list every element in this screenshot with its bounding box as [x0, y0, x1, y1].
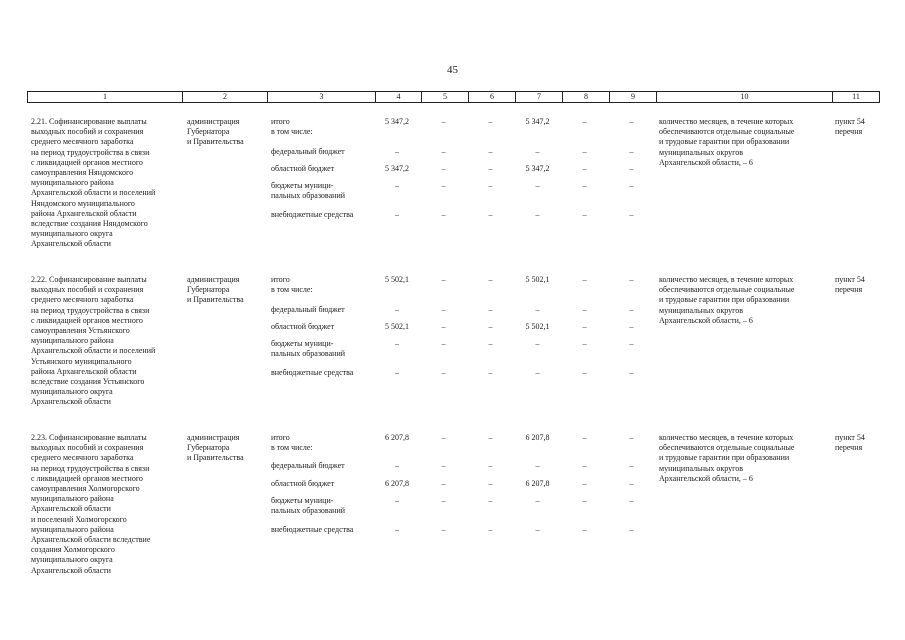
value-cell: 6 207,8	[385, 479, 409, 488]
executor-cell: администрация Губернатора и Правительства	[187, 275, 244, 305]
column-header-3: 3	[267, 92, 375, 102]
funding-label-federal: федеральный бюджет	[271, 305, 345, 314]
value-cell: –	[395, 181, 399, 190]
funding-label-regional: областной бюджет	[271, 479, 335, 488]
value-cell: –	[441, 525, 446, 534]
executor-cell: администрация Губернатора и Правительства	[187, 433, 244, 463]
value-cell: –	[582, 275, 587, 284]
value-cell: –	[441, 479, 446, 488]
value-cell: –	[488, 210, 493, 219]
column-header-6: 6	[468, 92, 515, 102]
executor-cell: администрация Губернатора и Правительства	[187, 117, 244, 147]
value-cell: –	[582, 181, 587, 190]
measure-description: 2.21. Софинансирование выплаты выходных пособий и сохранения среднего месячного заработка на период трудоустройства в связи с ликвидацией органов местного самоуправления Няндомского муниципального района Архангельской области и поселений Няндомского муниципального района Архангельской области вследствие создания Няндомского муниципального округа Архангельской области	[31, 117, 156, 249]
value-cell: –	[535, 525, 540, 534]
value-cell: –	[395, 525, 399, 534]
value-cell: –	[582, 305, 587, 314]
value-cell: 5 502,1	[525, 322, 550, 331]
value-cell: –	[535, 305, 540, 314]
value-cell: –	[488, 433, 493, 442]
value-cell: –	[629, 368, 634, 377]
value-cell: –	[441, 368, 446, 377]
funding-label-regional: областной бюджет	[271, 164, 335, 173]
value-cell: –	[488, 339, 493, 348]
indicator-cell: количество месяцев, в течение которых обеспечиваются отдельные социальные и трудовые гарантии при образовании муниципальных округов Архангельской области, – 6	[659, 433, 795, 483]
value-cell: –	[441, 461, 446, 470]
value-cell: –	[488, 479, 493, 488]
value-cell: –	[441, 305, 446, 314]
value-cell: –	[629, 275, 634, 284]
value-cell: –	[395, 305, 399, 314]
value-cell: –	[488, 164, 493, 173]
value-cell: –	[441, 322, 446, 331]
value-cell: –	[488, 368, 493, 377]
value-cell: 6 207,8	[385, 433, 409, 442]
indicator-cell: количество месяцев, в течение которых обеспечиваются отдельные социальные и трудовые гарантии при образовании муниципальных округов Архангельской области, – 6	[659, 275, 795, 325]
column-header-5: 5	[421, 92, 468, 102]
measure-description: 2.23. Софинансирование выплаты выходных пособий и сохранения среднего месячного заработка на период трудоустройства в связи с ликвидацией органов местного самоуправления Холмогорского муниципального района Архангельской области и поселений Холмогорского муниципального района Архангельской области вследствие создания Холмогорского муниципального округа Архангельской области	[31, 433, 151, 575]
value-cell: –	[535, 339, 540, 348]
value-cell: 6 207,8	[525, 479, 550, 488]
funding-label-regional: областной бюджет	[271, 322, 335, 331]
value-cell: –	[395, 368, 399, 377]
value-cell: –	[395, 496, 399, 505]
value-cell: 5 502,1	[385, 322, 409, 331]
funding-label-extrabudget: внебюджетные средства	[271, 368, 354, 377]
value-cell: –	[441, 164, 446, 173]
funding-label-municipal: бюджеты муници- пальных образований	[271, 496, 345, 516]
value-cell: –	[582, 433, 587, 442]
measure-description: 2.22. Софинансирование выплаты выходных пособий и сохранения среднего месячного заработка на период трудоустройства в связи с ликвидацией органов местного самоуправления Устьянского муниципального района Архангельской области и поселений Устьянского муниципального района Архангельской области вследствие создания Устьянского муниципального округа Архангельской области	[31, 275, 156, 407]
funding-label-extrabudget: внебюджетные средства	[271, 525, 354, 534]
value-cell: –	[395, 461, 399, 470]
value-cell: –	[488, 117, 493, 126]
value-cell: –	[441, 210, 446, 219]
value-cell: –	[395, 147, 399, 156]
value-cell: –	[395, 210, 399, 219]
column-header-1: 1	[103, 92, 107, 101]
funding-label-federal: федеральный бюджет	[271, 461, 345, 470]
value-cell: –	[629, 181, 634, 190]
value-cell: –	[629, 147, 634, 156]
column-header-9: 9	[609, 92, 656, 102]
value-cell: –	[629, 461, 634, 470]
value-cell: –	[582, 525, 587, 534]
indicator-cell: количество месяцев, в течение которых обеспечиваются отдельные социальные и трудовые гарантии при образовании муниципальных округов Архангельской области, – 6	[659, 117, 795, 167]
value-cell: –	[441, 117, 446, 126]
value-cell: –	[629, 433, 634, 442]
value-cell: –	[582, 479, 587, 488]
reference-cell: пункт 54 перечня	[835, 275, 865, 295]
value-cell: –	[441, 339, 446, 348]
value-cell: –	[629, 117, 634, 126]
funding-label-total: итого в том числе:	[271, 117, 313, 137]
value-cell: –	[629, 305, 634, 314]
value-cell: –	[441, 181, 446, 190]
value-cell: 5 347,2	[385, 117, 409, 126]
column-header-11: 11	[832, 92, 879, 102]
value-cell: –	[629, 322, 634, 331]
column-header-10: 10	[656, 92, 832, 102]
value-cell: –	[629, 210, 634, 219]
value-cell: –	[441, 147, 446, 156]
reference-cell: пункт 54 перечня	[835, 433, 865, 453]
value-cell: –	[582, 147, 587, 156]
value-cell: –	[441, 496, 446, 505]
column-header-7: 7	[515, 92, 562, 102]
value-cell: –	[629, 496, 634, 505]
value-cell: –	[535, 181, 540, 190]
value-cell: 5 347,2	[385, 164, 409, 173]
value-cell: –	[535, 461, 540, 470]
value-cell: –	[488, 525, 493, 534]
value-cell: –	[488, 496, 493, 505]
value-cell: –	[582, 368, 587, 377]
value-cell: –	[629, 164, 634, 173]
value-cell: –	[441, 433, 446, 442]
value-cell: –	[582, 461, 587, 470]
reference-cell: пункт 54 перечня	[835, 117, 865, 137]
value-cell: –	[535, 496, 540, 505]
value-cell: –	[488, 275, 493, 284]
value-cell: –	[441, 275, 446, 284]
value-cell: –	[582, 496, 587, 505]
value-cell: 6 207,8	[525, 433, 550, 442]
value-cell: –	[629, 525, 634, 534]
column-header-2: 2	[182, 92, 267, 102]
value-cell: –	[488, 322, 493, 331]
value-cell: –	[582, 164, 587, 173]
table-header-row	[27, 91, 880, 103]
value-cell: –	[629, 339, 634, 348]
funding-label-municipal: бюджеты муници- пальных образований	[271, 181, 345, 201]
column-header-4: 4	[375, 92, 421, 102]
funding-label-total: итого в том числе:	[271, 433, 313, 453]
value-cell: –	[488, 147, 493, 156]
funding-label-total: итого в том числе:	[271, 275, 313, 295]
column-header-8: 8	[562, 92, 609, 102]
value-cell: –	[582, 322, 587, 331]
value-cell: –	[535, 368, 540, 377]
page-number: 45	[447, 64, 458, 76]
funding-label-federal: федеральный бюджет	[271, 147, 345, 156]
value-cell: –	[395, 339, 399, 348]
value-cell: –	[535, 147, 540, 156]
value-cell: –	[582, 339, 587, 348]
value-cell: 5 502,1	[525, 275, 550, 284]
value-cell: –	[488, 461, 493, 470]
funding-label-municipal: бюджеты муници- пальных образований	[271, 339, 345, 359]
funding-label-extrabudget: внебюджетные средства	[271, 210, 354, 219]
value-cell: 5 502,1	[385, 275, 409, 284]
value-cell: 5 347,2	[525, 164, 550, 173]
value-cell: –	[535, 210, 540, 219]
value-cell: –	[629, 479, 634, 488]
value-cell: –	[582, 210, 587, 219]
value-cell: 5 347,2	[525, 117, 550, 126]
value-cell: –	[488, 305, 493, 314]
value-cell: –	[582, 117, 587, 126]
value-cell: –	[488, 181, 493, 190]
